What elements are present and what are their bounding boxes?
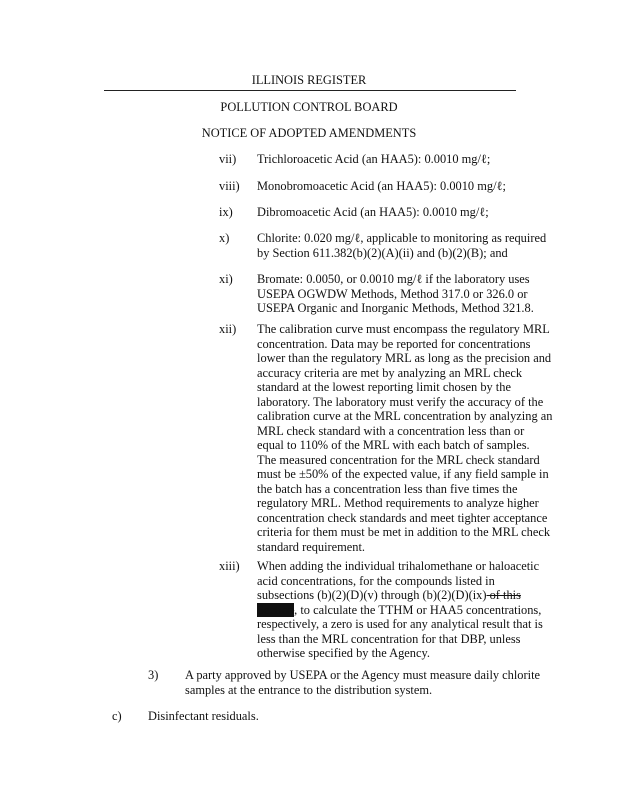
struck-text: of this (486, 588, 521, 602)
text-line (257, 588, 543, 603)
header-rule (104, 90, 516, 91)
item-text (257, 322, 552, 554)
item-label: ix) (219, 205, 233, 219)
text-line: accuracy criteria are met by analyzing an MRL check (257, 365, 523, 380)
text-line: respectively, a zero is used for any analytical result that is (257, 617, 543, 631)
text-line: calibration curve at the MRL concentration by analyzing an (257, 409, 553, 423)
text-span: subsections (b)(2)(D)(v) through (b)(2)(D)(ix) (257, 588, 487, 602)
text-line: Chlorite: 0.020 mg/ℓ, applicable to monitoring as required (257, 231, 547, 245)
text-line: the batch has a concentration less than five times the (257, 481, 518, 496)
text-line: regulatory MRL. Method requirements to analyze higher (257, 496, 539, 510)
text-line: must be ±50% of the expected value, if any field sample in (257, 467, 549, 481)
text-line: A party approved by USEPA or the Agency must measure daily chlorite (185, 668, 541, 682)
item-text (257, 559, 543, 661)
text-line: otherwise specified by the Agency. (257, 646, 430, 660)
text-line: USEPA OGWDW Methods, Method 317.0 or 326.0 or (257, 286, 528, 301)
text-line: Trichloroacetic Acid (an HAA5): 0.0010 mg/ℓ; (257, 152, 491, 166)
text-line: laboratory. The laboratory must verify the accuracy of the (257, 394, 544, 409)
item-label: xiii) (219, 559, 240, 573)
text-span: , to calculate the TTHM or HAA5 concentrations, (294, 602, 542, 617)
text-line: criteria for them must be met in addition to the MRL check (257, 525, 551, 539)
item-label: c) (112, 709, 122, 723)
item-label: x) (219, 231, 230, 245)
text-line: less than the MRL concentration for that DBP, unless (257, 631, 521, 646)
item-label: 3) (148, 668, 159, 682)
item-text (185, 668, 540, 697)
item-label: xi) (219, 272, 233, 286)
text-line: Dibromoacetic Acid (an HAA5): 0.0010 mg/ℓ; (257, 205, 489, 219)
text-line: acid concentrations, for the compounds listed in (257, 573, 495, 588)
item-text (148, 709, 259, 724)
notice-title: NOTICE OF ADOPTED AMENDMENTS (201, 126, 417, 140)
item-text (257, 205, 489, 220)
item-label: viii) (219, 179, 240, 193)
board-title: POLLUTION CONTROL BOARD (220, 100, 398, 114)
text-line: lower than the regulatory MRL as long as the precision and (257, 351, 552, 365)
text-line: Monobromoacetic Acid (an HAA5): 0.0010 mg/ℓ; (257, 179, 506, 193)
register-title: ILLINOIS REGISTER (251, 73, 367, 87)
text-line: equal to 110% of the MRL with each batch of samples. (257, 438, 530, 452)
text-line: When adding the individual trihalomethane or haloacetic (257, 559, 540, 573)
text-line: by Section 611.382(b)(2)(A)(ii) and (b)(2)(B); and (257, 245, 508, 260)
item-label: vii) (219, 152, 237, 166)
item-text (257, 179, 506, 194)
text-line: Bromate: 0.0050, or 0.0010 mg/ℓ if the laboratory uses (257, 272, 530, 286)
text-line: samples at the entrance to the distribution system. (185, 682, 433, 697)
item-text (257, 272, 534, 316)
item-text (257, 231, 546, 260)
item-label: xii) (219, 322, 237, 336)
text-line: standard at the lowest reporting limit chosen by the (257, 380, 511, 394)
text-line: The calibration curve must encompass the regulatory MRL (257, 322, 550, 336)
text-line (257, 603, 543, 618)
text-line: concentration. Data may be reported for concentrations (257, 336, 531, 351)
text-line: standard requirement. (257, 539, 366, 554)
text-line: The measured concentration for the MRL check standard (257, 452, 540, 467)
text-line: Disinfectant residuals. (148, 709, 259, 723)
text-line: USEPA Organic and Inorganic Methods, Method 321.8. (257, 301, 534, 315)
struck-redacted-text: Section (257, 602, 295, 617)
item-text (257, 152, 490, 167)
text-line: concentration check standards and meet tighter acceptance (257, 510, 548, 525)
text-line: MRL check standard with a concentration less than or (257, 423, 525, 438)
